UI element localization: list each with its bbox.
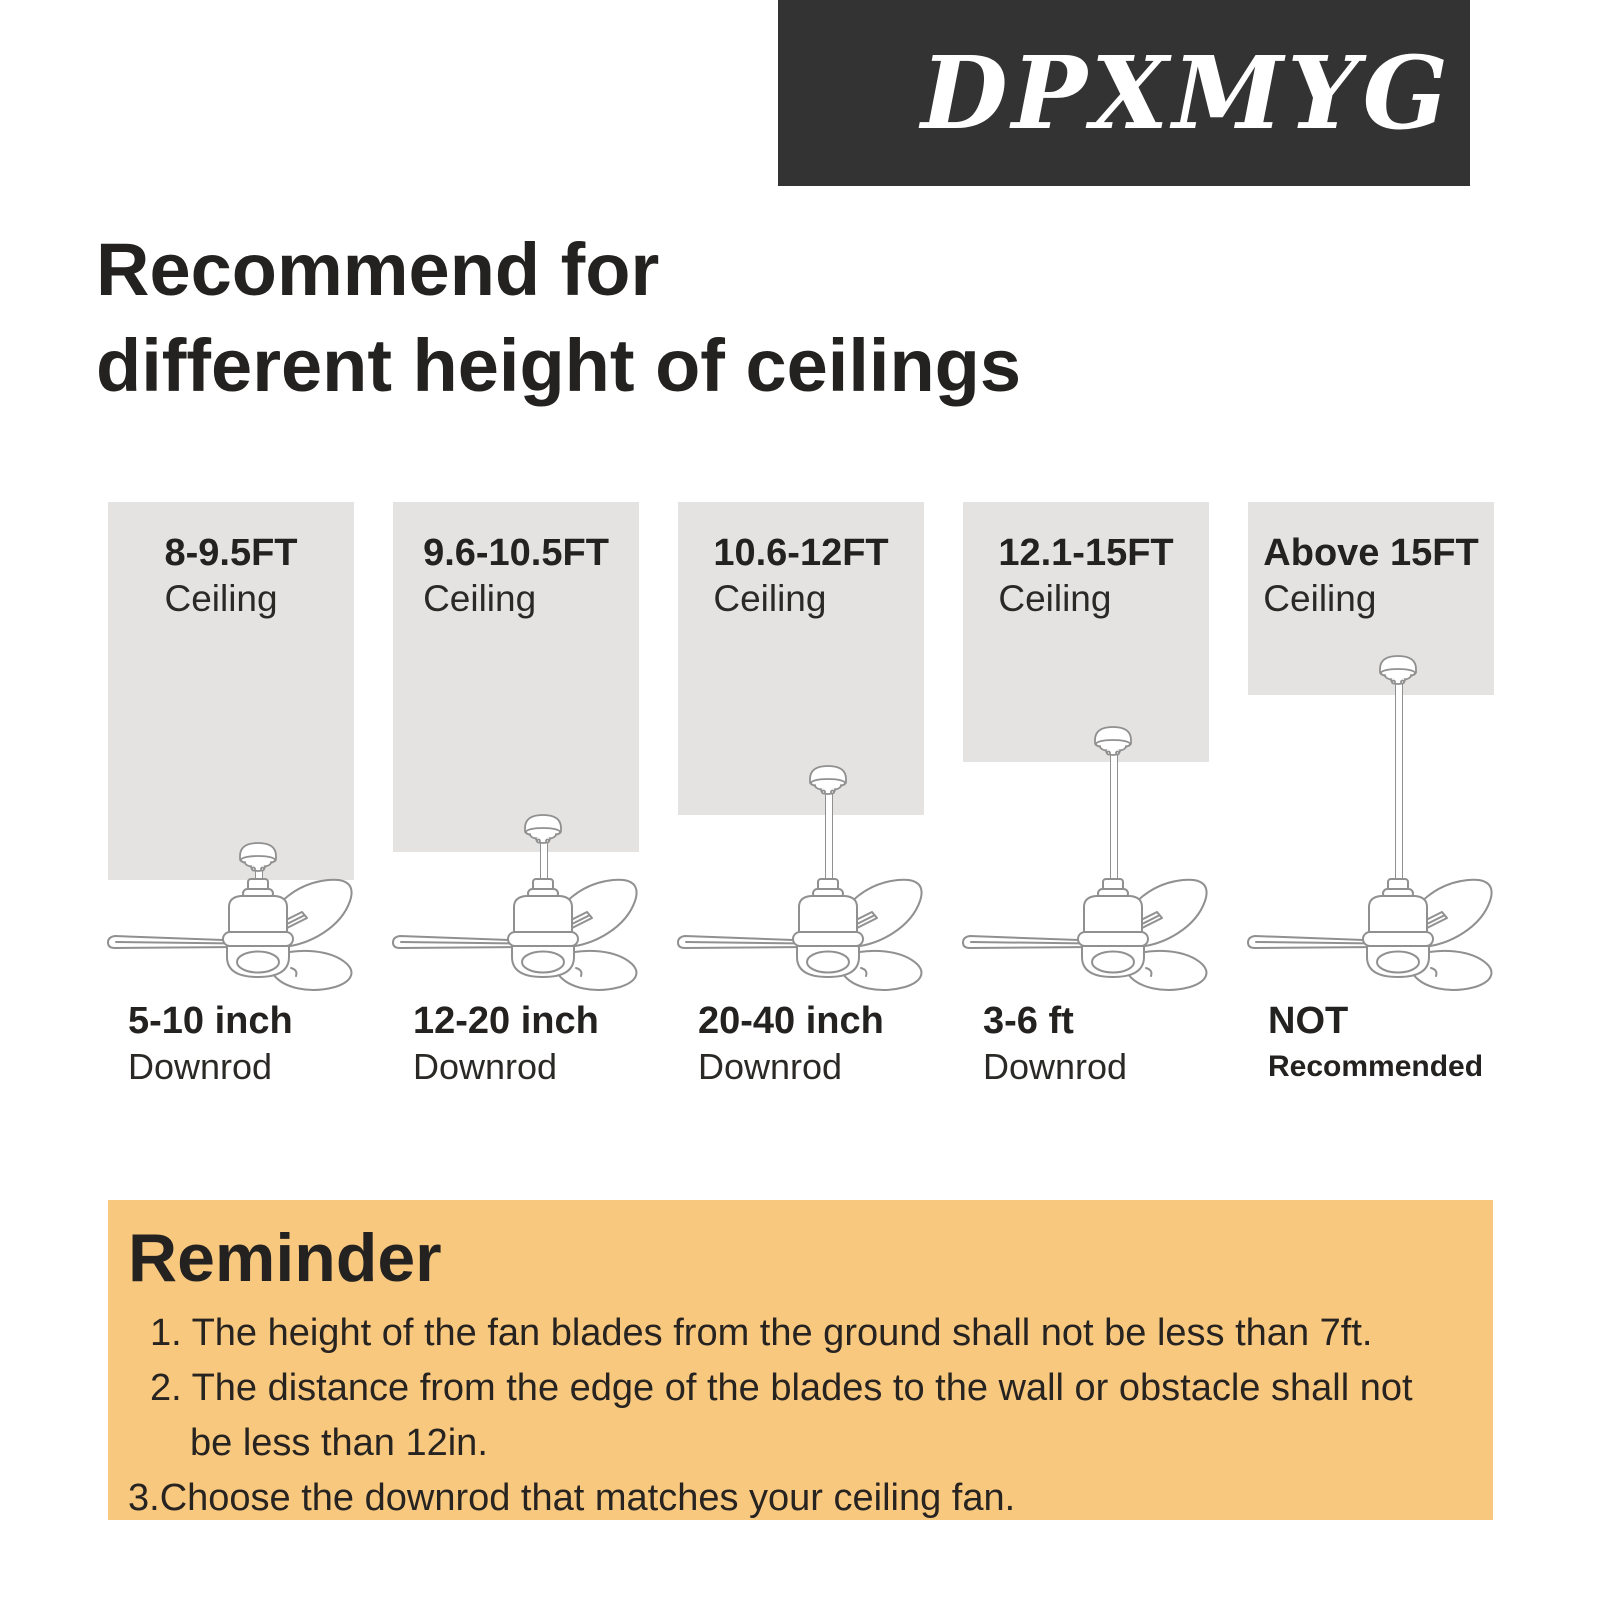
ceiling-range-label: 12.1-15FT bbox=[998, 532, 1174, 574]
fan-canopy-icon bbox=[232, 840, 284, 874]
reminder-panel bbox=[108, 1200, 1493, 1520]
ceiling-range-label: 8-9.5FT bbox=[164, 532, 298, 574]
downrod-size-label: NOT bbox=[1268, 1000, 1349, 1042]
downrod-label bbox=[698, 998, 884, 1090]
downrod-word-label: Downrod bbox=[983, 1046, 1128, 1087]
column-10point6-12ft bbox=[678, 502, 924, 1122]
downrod-size-label: 20-40 inch bbox=[698, 1000, 884, 1042]
fan-downrod bbox=[1395, 681, 1403, 887]
downrod-size-label: 3-6 ft bbox=[983, 1000, 1074, 1042]
downrod-word-label: Downrod bbox=[698, 1046, 843, 1087]
ceiling-word-label: Ceiling bbox=[713, 578, 827, 619]
downrod-word-label: Downrod bbox=[413, 1046, 558, 1087]
ceiling-word-label: Ceiling bbox=[423, 578, 537, 619]
column-9point6-10point5ft bbox=[393, 502, 639, 1122]
reminder-line-1: 1. The height of the fan blades from the ground shall not be less than 7ft. bbox=[150, 1312, 1373, 1354]
ceiling-panel bbox=[1248, 502, 1494, 695]
downrod-size-label: 5-10 inch bbox=[128, 1000, 293, 1042]
ceiling-panel bbox=[963, 502, 1209, 762]
fan-canopy-icon bbox=[1087, 724, 1139, 758]
ceiling-heading bbox=[164, 502, 297, 880]
page-title-line2: different height of ceilings bbox=[96, 324, 1022, 407]
downrod-label bbox=[128, 998, 293, 1090]
brand-name: DPXMYG bbox=[921, 34, 1452, 152]
downrod-size-label: 12-20 inch bbox=[413, 1000, 599, 1042]
ceiling-panel bbox=[678, 502, 924, 815]
reminder-line-3: 3.Choose the downrod that matches your ceiling fan. bbox=[128, 1477, 1016, 1519]
reminder-title: Reminder bbox=[128, 1220, 442, 1296]
ceiling-word-label: Ceiling bbox=[164, 578, 278, 619]
ceiling-fan-icon bbox=[391, 877, 643, 995]
ceiling-heading bbox=[713, 502, 888, 815]
reminder-line-2: 2. The distance from the edge of the blades to the wall or obstacle shall not bbox=[150, 1367, 1413, 1409]
downrod-label bbox=[983, 998, 1127, 1090]
column-above-15ft bbox=[1248, 502, 1494, 1122]
ceiling-fan-icon bbox=[106, 877, 358, 995]
reminder-line-2-wrap: be less than 12in. bbox=[190, 1422, 488, 1464]
ceiling-panel bbox=[108, 502, 354, 880]
fan-canopy-icon bbox=[1372, 653, 1424, 687]
brand-logo bbox=[778, 0, 1470, 186]
ceiling-heading bbox=[1263, 502, 1478, 695]
column-12point1-15ft bbox=[963, 502, 1209, 1122]
fan-downrod bbox=[825, 791, 833, 887]
fan-canopy-icon bbox=[802, 763, 854, 797]
ceiling-word-label: Ceiling bbox=[998, 578, 1112, 619]
ceiling-range-label: 9.6-10.5FT bbox=[423, 532, 609, 574]
column-8-9point5ft bbox=[108, 502, 354, 1122]
ceiling-range-label: 10.6-12FT bbox=[713, 532, 889, 574]
fan-canopy-icon bbox=[517, 812, 569, 846]
downrod-label bbox=[413, 998, 599, 1090]
ceiling-panel bbox=[393, 502, 639, 852]
ceiling-fan-icon bbox=[1246, 877, 1498, 995]
ceiling-heading bbox=[998, 502, 1173, 762]
page-title-line1: Recommend for bbox=[96, 228, 660, 311]
ceiling-heading bbox=[423, 502, 609, 852]
ceiling-word-label: Ceiling bbox=[1263, 578, 1377, 619]
ceiling-fan-icon bbox=[961, 877, 1213, 995]
ceiling-range-label: Above 15FT bbox=[1263, 532, 1479, 574]
ceiling-fan-icon bbox=[676, 877, 928, 995]
downrod-word-label: Downrod bbox=[128, 1046, 273, 1087]
page-title bbox=[96, 222, 1021, 414]
downrod-word-label: Recommended bbox=[1268, 1050, 1484, 1083]
fan-downrod bbox=[1110, 752, 1118, 887]
downrod-label bbox=[1268, 998, 1483, 1090]
